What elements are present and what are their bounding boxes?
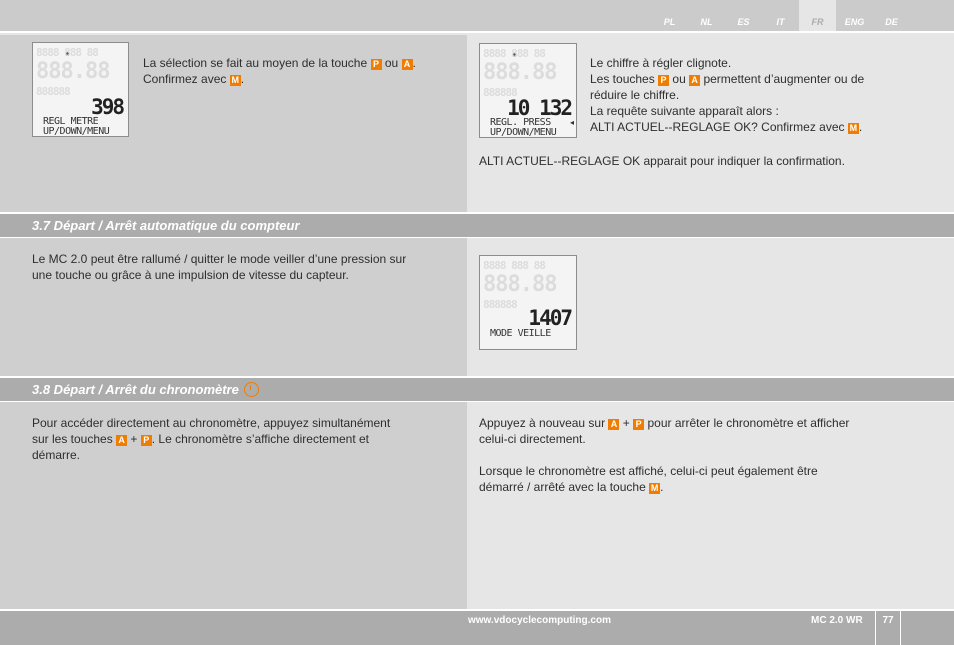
- text-line: .: [412, 56, 416, 70]
- language-bar: [0, 0, 954, 33]
- block1-confirmation-text: ALTI ACTUEL--REGLAGE OK apparait pour indiquer la confirmation.: [479, 154, 845, 168]
- key-a-icon: A: [608, 419, 619, 430]
- tab-fr[interactable]: FR: [799, 0, 836, 31]
- lcd-ghost-digits: 888.88: [483, 60, 557, 85]
- text-line: démarré / arrêté avec la touche: [479, 480, 646, 494]
- lcd-display-regl-press: [479, 43, 577, 138]
- lcd-label-top: MODE VEILLE: [490, 328, 551, 339]
- footer-model: MC 2.0 WR: [811, 615, 863, 626]
- text-line: ou: [384, 56, 399, 70]
- text-line: permettent d’augmenter ou de: [703, 72, 865, 86]
- footer-url-link[interactable]: www.vdocyclecomputing.com: [468, 615, 611, 626]
- text-line: Lorsque le chronomètre est affiché, celui-ci peut également être: [479, 464, 818, 478]
- lcd-value: 1407: [528, 306, 571, 330]
- lcd-ghost-digits: 888.88: [36, 59, 110, 84]
- tab-it[interactable]: IT: [776, 17, 785, 27]
- key-m-icon: M: [849, 123, 858, 133]
- text-line: La sélection se fait au moyen de la touche: [143, 56, 368, 70]
- key-a-icon: A: [402, 59, 413, 70]
- text-line: +: [130, 432, 138, 446]
- section38-right-panel: [467, 402, 954, 609]
- key-a-icon: A: [116, 435, 127, 446]
- section37-right-panel: [467, 238, 954, 376]
- text-line: démarre.: [32, 448, 81, 462]
- key-m-icon: M: [231, 75, 239, 85]
- text-line: celui-ci directement.: [479, 432, 586, 446]
- page-number-box: [875, 611, 901, 645]
- block1-right-panel: [467, 35, 954, 212]
- block1-left-panel: [0, 35, 467, 212]
- tab-es[interactable]: ES: [737, 17, 750, 27]
- page-number: 77: [882, 615, 894, 626]
- key-p-icon: P: [633, 419, 644, 430]
- key-a-icon: A: [689, 75, 700, 86]
- section-title-wrap: [32, 382, 259, 397]
- tab-nl[interactable]: NL: [700, 17, 713, 27]
- section-title: 3.7 Départ / Arrêt automatique du compteur: [32, 218, 300, 233]
- stopwatch-icon: [244, 382, 259, 397]
- lcd-value: 10 132: [507, 96, 571, 120]
- lcd-value: 398: [91, 95, 123, 119]
- lcd-ghost-segments: 8888 888 88: [483, 259, 545, 272]
- lcd-ghost-segments: 8888 888 88: [36, 46, 98, 59]
- text-line: Le chiffre à régler clignote.: [590, 56, 732, 70]
- text-line: ou: [672, 72, 686, 86]
- block1-right-text: [590, 55, 945, 135]
- lcd-label-bottom: UP/DOWN/MENU: [490, 127, 557, 138]
- lcd-ghost-digits-lower: 888888: [483, 86, 517, 99]
- text-line: Appuyez à nouveau sur: [479, 416, 606, 430]
- lcd-arrow-icon: ◂: [569, 118, 574, 127]
- tab-eng[interactable]: ENG: [844, 17, 865, 27]
- section-header-3-8: [0, 376, 954, 402]
- tab-de[interactable]: DE: [885, 17, 898, 27]
- section38-left-panel: [0, 402, 467, 609]
- text-line: .: [240, 72, 245, 86]
- text-line: +: [622, 416, 630, 430]
- text-line: Les touches: [590, 72, 655, 86]
- section-header-3-7: [0, 212, 954, 238]
- lcd-ghost-segments: 8888 888 88: [483, 47, 545, 60]
- lcd-label-top: REGL METRE: [43, 116, 99, 127]
- key-p-icon: P: [658, 75, 669, 86]
- text-line: Confirmez avec: [143, 72, 227, 86]
- lcd-label-top: REGL. PRESS: [490, 117, 551, 128]
- text-line: La requête suivante apparaît alors :: [590, 104, 779, 118]
- section37-left-panel: [0, 238, 467, 376]
- section37-text: [32, 251, 462, 283]
- lcd-display-regl-metre: [32, 42, 129, 137]
- text-line: .: [660, 480, 664, 494]
- text-line: .: [858, 120, 863, 134]
- tab-pl[interactable]: PL: [663, 17, 676, 27]
- key-p-icon: P: [141, 435, 152, 446]
- block1-left-text: [143, 55, 461, 87]
- lcd-ghost-digits-lower: 888888: [36, 85, 70, 98]
- section38-left-text: [32, 415, 462, 463]
- lcd-display-mode-veille: [479, 255, 577, 350]
- page-footer: [0, 609, 954, 645]
- text-line: Le MC 2.0 peut être rallumé / quitter le mode veiller d’une pression sur: [32, 252, 407, 266]
- language-tabs: [651, 0, 910, 33]
- section38-right-text: [479, 415, 949, 495]
- text-line: Pour accéder directement au chronomètre, appuyez simultanément: [32, 416, 391, 430]
- lcd-label-bottom: UP/DOWN/MENU: [43, 126, 110, 137]
- text-line: sur les touches: [32, 432, 113, 446]
- key-p-icon: P: [371, 59, 382, 70]
- key-m-icon: M: [650, 483, 659, 493]
- text-line: . Le chronomètre s’affiche directement et: [151, 432, 369, 446]
- text-line: une touche ou grâce à une impulsion de vitesse du capteur.: [32, 268, 349, 282]
- text-line: réduire le chiffre.: [590, 88, 680, 102]
- text-line: ALTI ACTUEL--REGLAGE OK? Confirmez avec: [590, 120, 845, 134]
- lcd-ghost-digits-lower: 888888: [483, 298, 517, 311]
- section-title: 3.8 Départ / Arrêt du chronomètre: [32, 382, 239, 397]
- text-line: pour arrêter le chronomètre et afficher: [647, 416, 850, 430]
- lcd-ghost-digits: 888.88: [483, 272, 557, 297]
